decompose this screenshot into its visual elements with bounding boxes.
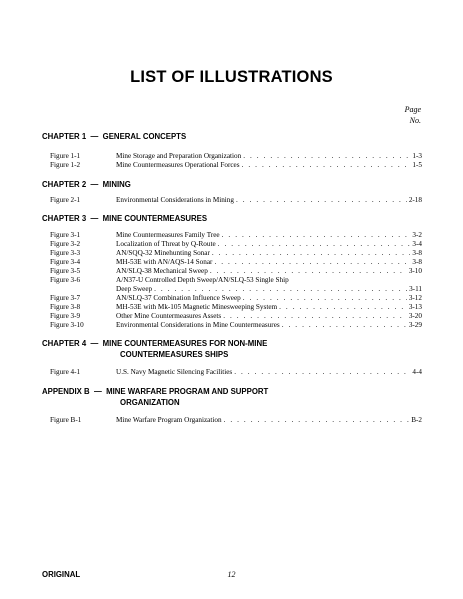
dot-leader [236, 196, 407, 205]
dot-leader [234, 368, 410, 377]
figure-number: Figure B-1 [50, 416, 82, 424]
figure-number: Figure 4-1 [50, 368, 81, 376]
list-item [50, 152, 422, 161]
dot-leader [154, 285, 407, 294]
section-title: MINING [102, 180, 131, 189]
figure-page: 2-18 [408, 196, 422, 204]
figure-number: Figure 3-7 [50, 294, 81, 302]
dot-leader [214, 258, 410, 267]
dot-leader [282, 321, 407, 330]
list-item [50, 368, 422, 377]
list-item [50, 231, 422, 240]
list-item [50, 267, 422, 276]
page-title: LIST OF ILLUSTRATIONS [130, 68, 333, 86]
dot-leader [224, 416, 410, 425]
figure-number: Figure 3-1 [50, 231, 81, 239]
dot-leader [243, 294, 407, 303]
figure-page: 4-4 [412, 368, 422, 376]
footer-page-number: 12 [227, 570, 236, 579]
figure-caption: Mine Storage and Preparation Organization [116, 152, 242, 160]
footer-label: ORIGINAL [42, 570, 81, 579]
page-number-column-header [405, 104, 421, 126]
figure-page: 3-20 [408, 312, 422, 320]
figure-number: Figure 3-5 [50, 267, 81, 275]
figure-caption-continued: Deep Sweep [116, 285, 153, 293]
figure-caption: Environmental Considerations in Mine Countermeasures [116, 321, 280, 329]
dot-leader [243, 152, 410, 161]
figure-page: 3-29 [408, 321, 422, 329]
section-heading-chapter-4: CHAPTER 4 — MINE COUNTERMEASURES FOR NON-MINE COUNTERMEASURES SHIPS [42, 338, 432, 360]
figure-caption: U.S. Navy Magnetic Silencing Facilities [116, 368, 233, 376]
figure-caption: Environmental Considerations in Mining [116, 196, 234, 204]
figure-number: Figure 1-1 [50, 152, 81, 160]
list-item [50, 294, 422, 303]
list-item [50, 303, 422, 312]
section-number: CHAPTER 1 [42, 132, 87, 141]
figure-caption: Mine Countermeasures Operational Forces [116, 161, 240, 169]
dot-leader [218, 240, 411, 249]
figure-caption: Other Mine Countermeasures Assets [116, 312, 222, 320]
figure-number: Figure 2-1 [50, 196, 81, 204]
figure-page: 3-12 [408, 294, 422, 302]
list-item [50, 416, 422, 425]
figure-caption: A/N37-U Controlled Depth Sweep/AN/SLQ-53 Single Ship [116, 276, 289, 284]
figure-page: 3-13 [408, 303, 422, 311]
figure-number: Figure 1-2 [50, 161, 81, 169]
figure-caption: MH-53E with AN/AQS-14 Sonar [116, 258, 213, 266]
list-item [50, 276, 422, 285]
section-heading-chapter-3: CHAPTER 3 — MINE COUNTERMEASURES [42, 214, 208, 223]
figure-page: 3-8 [412, 249, 422, 257]
figure-number: Figure 3-2 [50, 240, 81, 248]
list-item [50, 196, 422, 205]
dot-leader [210, 267, 407, 276]
dot-leader [242, 161, 411, 170]
figure-number: Figure 3-8 [50, 303, 81, 311]
section-title: MINE COUNTERMEASURES FOR NON-MINE [102, 339, 268, 348]
figure-caption: Mine Countermeasures Family Tree [116, 231, 220, 239]
figure-page: 1-3 [412, 152, 422, 160]
page-header-line1: Page [404, 105, 421, 114]
figure-page: 3-10 [408, 267, 422, 275]
list-item [50, 240, 422, 249]
section-title: GENERAL CONCEPTS [102, 132, 187, 141]
section-title-continued: COUNTERMEASURES SHIPS [120, 350, 229, 359]
figure-number: Figure 3-9 [50, 312, 81, 320]
figure-number: Figure 3-10 [50, 321, 84, 329]
section-number: CHAPTER 2 [42, 180, 87, 189]
figure-caption: AN/SLQ-38 Mechanical Sweep [116, 267, 208, 275]
section-title-continued: ORGANIZATION [120, 398, 180, 407]
section-heading-chapter-1: CHAPTER 1 — GENERAL CONCEPTS [42, 132, 187, 141]
dot-leader [212, 249, 411, 258]
section-number: CHAPTER 4 [42, 339, 87, 348]
list-item [50, 258, 422, 267]
dot-leader [279, 303, 407, 312]
list-item [50, 321, 422, 330]
figure-page: 1-5 [412, 161, 422, 169]
list-item [50, 161, 422, 170]
section-title: MINE WARFARE PROGRAM AND SUPPORT [106, 387, 269, 396]
page-header-line2: No. [409, 116, 421, 125]
list-item [50, 312, 422, 321]
figure-caption: AN/SQQ-32 Minehunting Sonar [116, 249, 210, 257]
section-title: MINE COUNTERMEASURES [102, 214, 208, 223]
figure-caption: Mine Warfare Program Organization [116, 416, 222, 424]
list-item [50, 249, 422, 258]
dot-leader [223, 312, 407, 321]
section-number: APPENDIX B [42, 387, 90, 396]
figure-page: 3-4 [412, 240, 422, 248]
section-heading-chapter-2: CHAPTER 2 — MINING [42, 180, 131, 189]
figure-caption: MH-53E with Mk-105 Magnetic Minesweeping System [116, 303, 278, 311]
figure-number: Figure 3-6 [50, 276, 81, 284]
figure-page: B-2 [411, 416, 422, 424]
figure-number: Figure 3-3 [50, 249, 81, 257]
figure-page: 3-2 [412, 231, 422, 239]
figure-number: Figure 3-4 [50, 258, 81, 266]
figure-caption: Localization of Threat by Q-Route [116, 240, 216, 248]
dot-leader [222, 231, 411, 240]
section-number: CHAPTER 3 [42, 214, 87, 223]
figure-caption: AN/SLQ-37 Combination Influence Sweep [116, 294, 241, 302]
figure-page: 3-8 [412, 258, 422, 266]
figure-page: 3-11 [409, 285, 422, 293]
section-heading-appendix-b: APPENDIX B — MINE WARFARE PROGRAM AND SUPPORT ORGANIZATION [42, 386, 432, 408]
list-item-continuation [50, 285, 422, 294]
